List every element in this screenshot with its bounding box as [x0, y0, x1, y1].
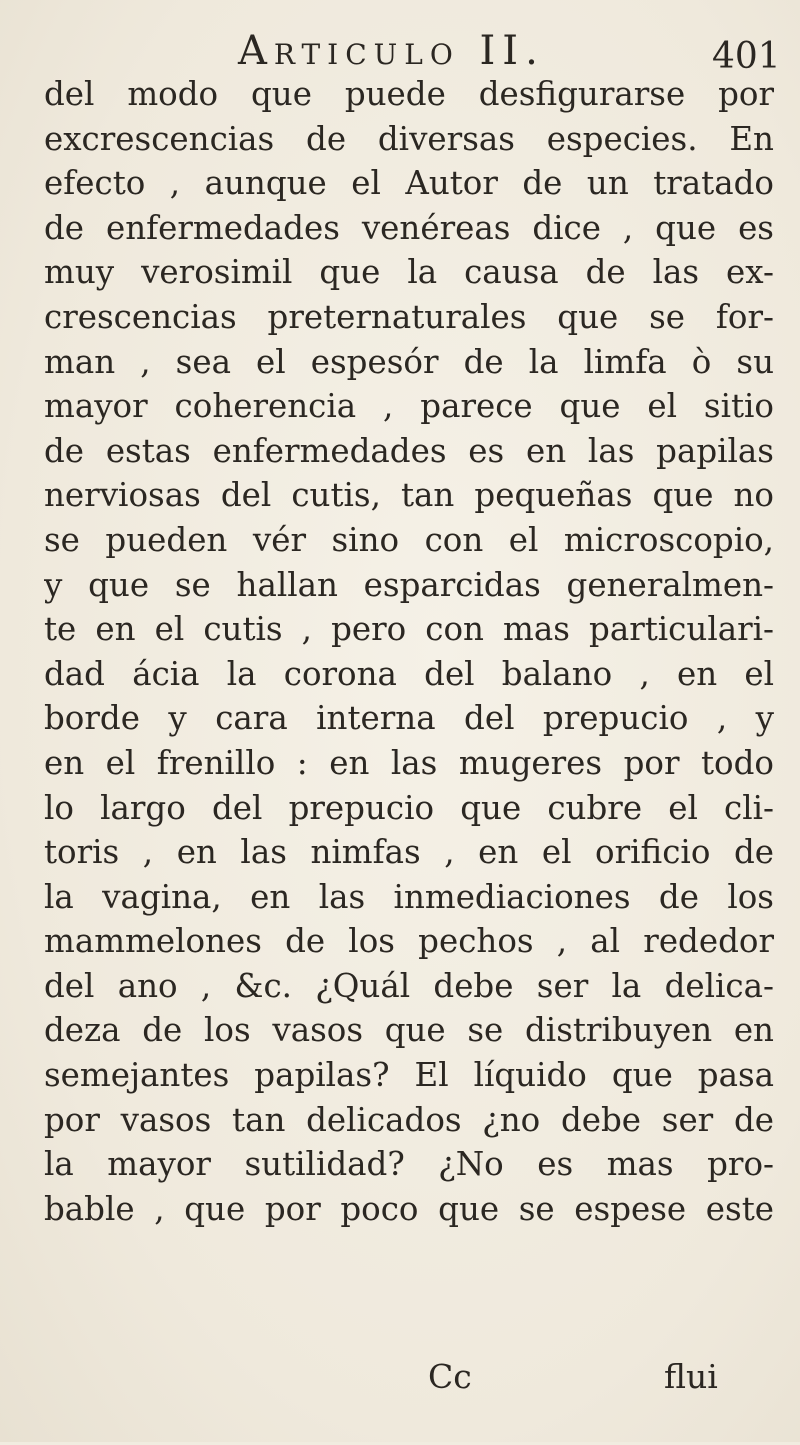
text-line: de enfermedades venéreas dice , que es: [44, 208, 774, 247]
running-head: Articulo II.: [238, 28, 545, 74]
text-line: la mayor sutilidad? ¿No es mas pro-: [44, 1145, 774, 1184]
text-line: en el frenillo : en las mugeres por todo: [44, 743, 774, 782]
text-line: dad ácia la corona del balano , en el: [44, 654, 774, 693]
text-line: bable , que por poco que se espese este: [44, 1189, 774, 1228]
text-line: deza de los vasos que se distribuyen en: [44, 1011, 774, 1050]
text-line: mayor coherencia , parece que el sitio: [44, 387, 774, 426]
signature-mark: Cc: [428, 1357, 472, 1396]
page-number: 401: [712, 36, 781, 77]
text-line: crescencias preternaturales que se for-: [44, 297, 774, 336]
text-line: y que se hallan esparcidas generalmen-: [44, 565, 774, 604]
text-line: nerviosas del cutis, tan pequeñas que no: [44, 476, 774, 515]
page-header: [0, 28, 800, 78]
text-line: te en el cutis , pero con mas particulari-: [44, 610, 774, 649]
text-line: man , sea el espesór de la limfa ò su: [44, 342, 774, 381]
page-footer: [0, 1357, 800, 1445]
text-line: la vagina, en las inmediaciones de los: [44, 877, 774, 916]
text-line: mammelones de los pechos , al rededor: [44, 922, 774, 961]
text-line: se pueden vér sino con el microscopio,: [44, 520, 774, 559]
text-line: semejantes papilas? El líquido que pasa: [44, 1056, 774, 1095]
text-line: lo largo del prepucio que cubre el cli-: [44, 788, 774, 827]
text-line: de estas enfermedades es en las papilas: [44, 431, 774, 470]
body-text: [44, 72, 774, 1231]
text-line: toris , en las nimfas , en el orificio de: [44, 833, 774, 872]
text-line: borde y cara interna del prepucio , y: [44, 699, 774, 738]
text-line: por vasos tan delicados ¿no debe ser de: [44, 1100, 774, 1139]
text-line: del ano , &c. ¿Quál debe ser la delica-: [44, 966, 774, 1005]
catchword: flui: [664, 1357, 718, 1396]
text-line: del modo que puede desfigurarse por: [44, 75, 774, 113]
text-line: efecto , aunque el Autor de un tratado: [44, 164, 774, 203]
text-line: excrescencias de diversas especies. En: [44, 119, 774, 158]
text-line: muy verosimil que la causa de las ex-: [44, 253, 774, 292]
